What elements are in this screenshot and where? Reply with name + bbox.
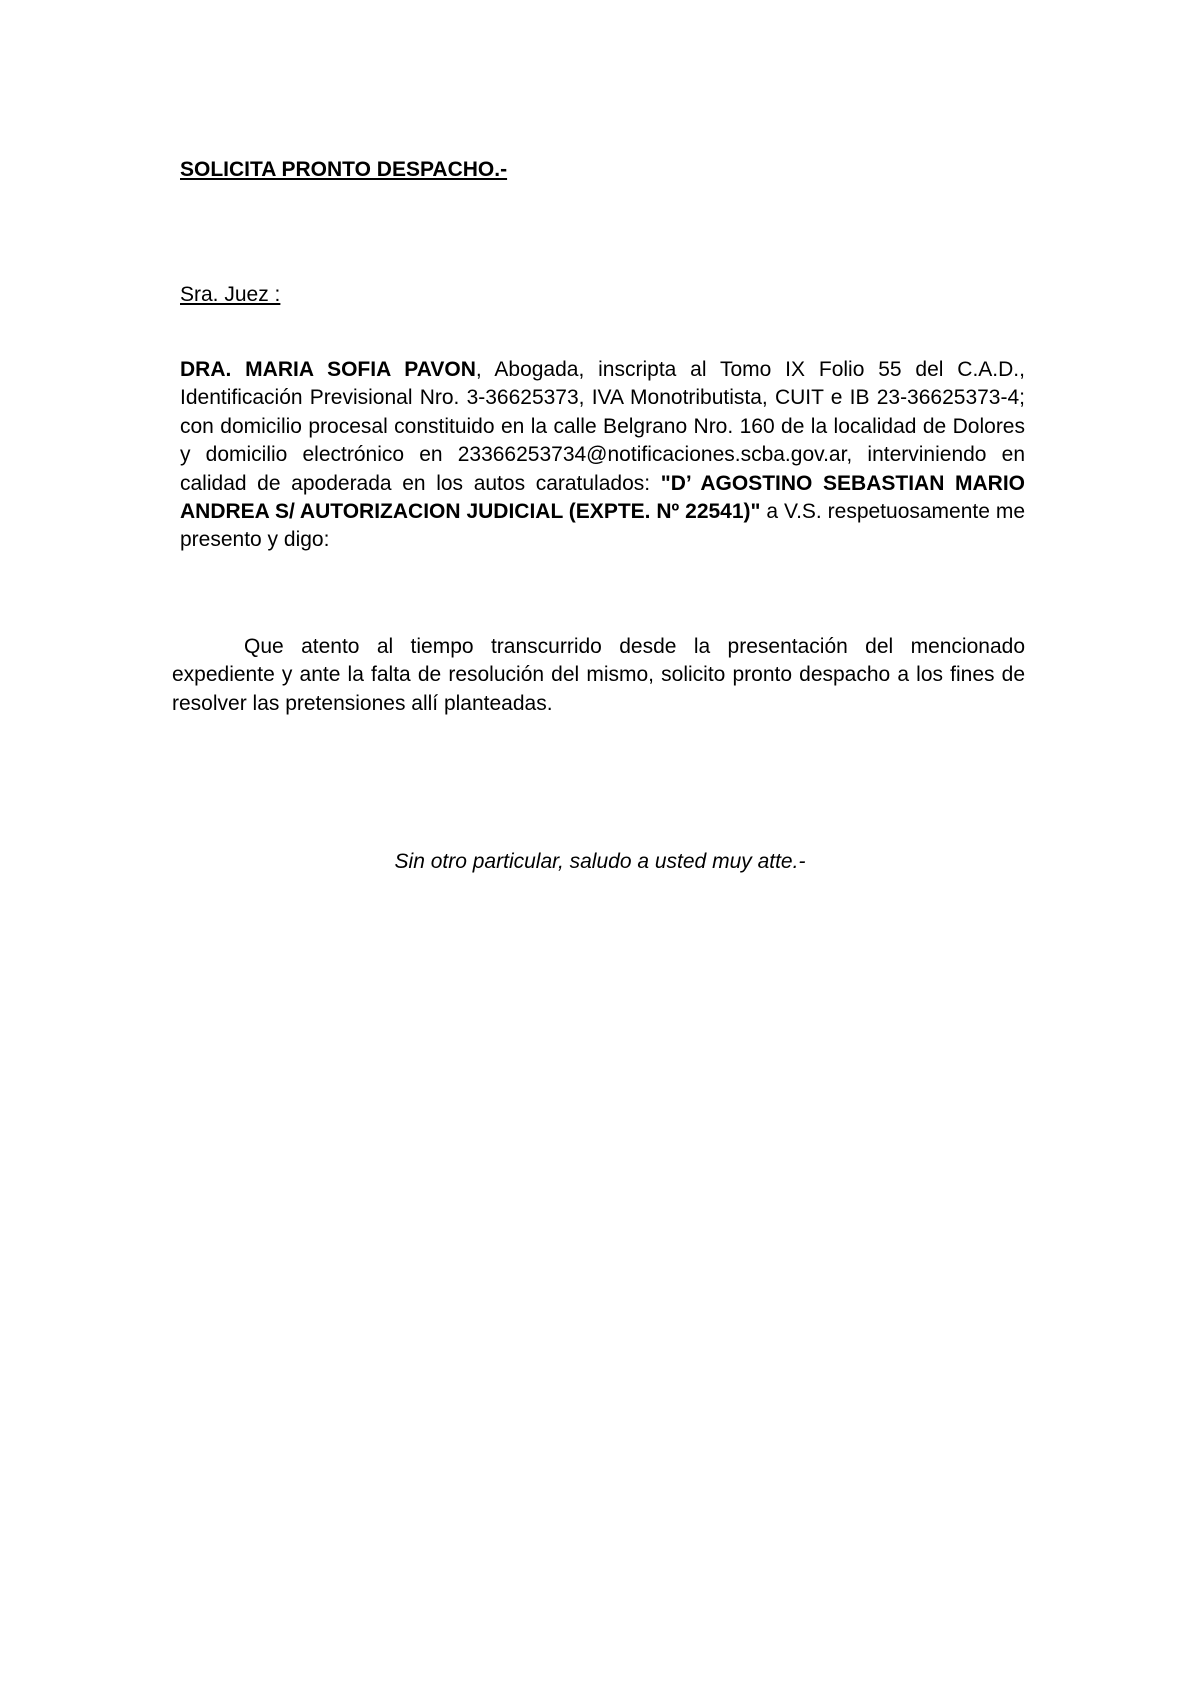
intro-text-2: a V.S. respetuosamente me presento y digo: — [180, 500, 1025, 552]
lawyer-name: DRA. MARIA SOFIA PAVON — [180, 358, 476, 381]
intro-text-1: , Abogada, inscripta al Tomo IX Folio 55 del C.A.D., Identificación Previsional Nro. 3-36625373, IVA Monotributista, CUIT e IB 23-36625373-4; con domicilio procesal constituido en la calle Belgrano Nro. 160 de la localidad de Dolores y domicilio electrónico en 23366253734@notificaciones.scba.gov.ar, interviniendo en calidad de apoderada en los autos caratulados: — [180, 358, 1025, 495]
closing-line: Sin otro particular, saludo a usted muy atte.- — [394, 850, 806, 873]
body-paragraph: Que atento al tiempo transcurrido desde la presentación del mencionado expediente y ante la falta de resolución del mismo, solicito pronto despacho a los fines de resolver las pretensiones allí planteadas. — [172, 635, 1025, 715]
salutation: Sra. Juez : — [180, 283, 281, 306]
case-title: "D’ AGOSTINO SEBASTIAN MARIO ANDREA S/ AUTORIZACION JUDICIAL (EXPTE. Nº 22541)" — [180, 471, 1025, 524]
document-title: SOLICITA PRONTO DESPACHO.- — [180, 158, 508, 181]
intro-paragraph — [180, 356, 1025, 555]
